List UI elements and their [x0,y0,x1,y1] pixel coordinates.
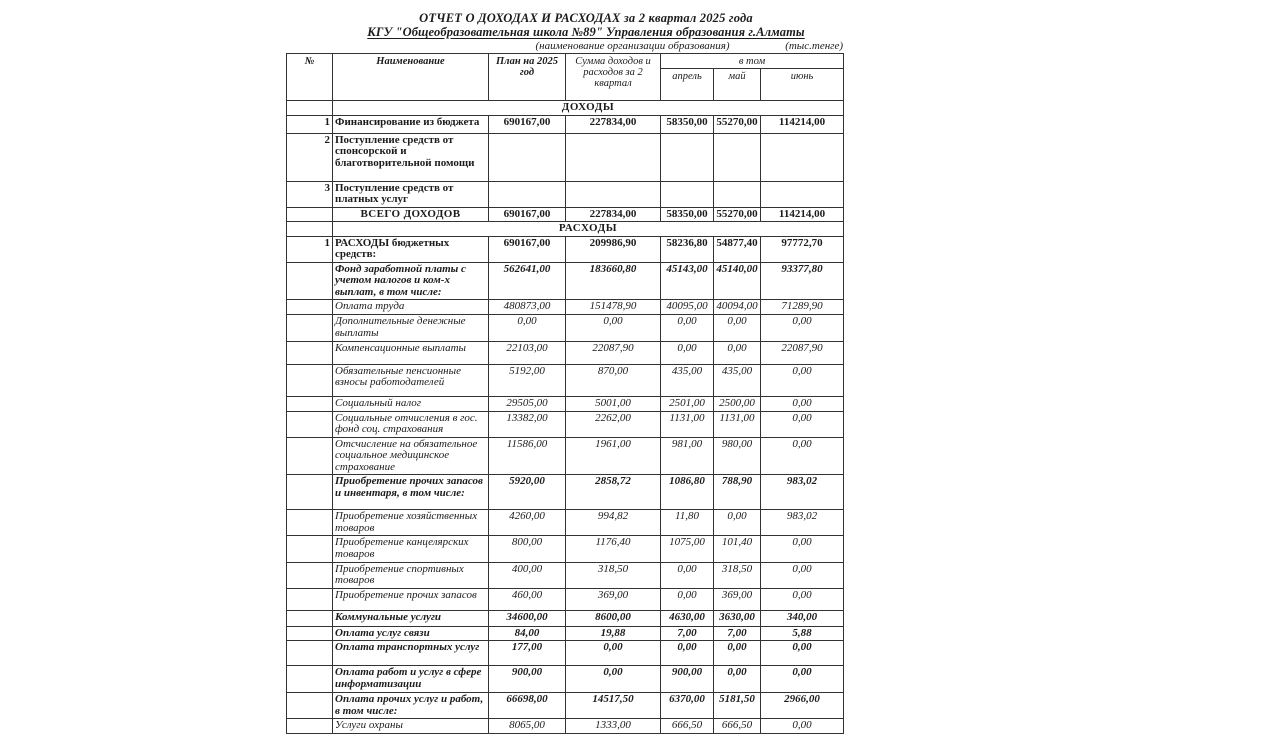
table-row [287,262,844,300]
row-name: Дополнительные денежные выплаты [333,315,489,341]
report-organization: КГУ "Общеобразовательная школа №89" Управления образования г.Алматы [367,25,805,39]
value-cell: 690167,00 [489,236,566,262]
row-name: Приобретение спортивных товаров [333,562,489,588]
value-cell: 8065,00 [489,719,566,734]
value-cell: 1176,40 [566,536,661,562]
row-name: Поступление средств от платных услуг [333,181,489,207]
value-cell: 0,00 [714,341,761,364]
value-cell: 435,00 [714,364,761,396]
value-cell: 0,00 [761,666,844,693]
value-cell: 400,00 [489,562,566,588]
row-name: Приобретение прочих запасов [333,588,489,610]
row-number-cell [287,666,333,693]
col-header-group: в том [661,54,844,69]
value-cell: 22103,00 [489,341,566,364]
table-row [287,207,844,222]
row-number-cell [287,475,333,510]
value-cell: 690167,00 [489,207,566,222]
row-number-cell [287,610,333,626]
value-cell: 0,00 [566,315,661,341]
value-cell: 183660,80 [566,262,661,300]
value-cell: 0,00 [761,719,844,734]
table-row [287,341,844,364]
report-title: ОТЧЕТ О ДОХОДАХ И РАСХОДАХ за 2 квартал 2025 года [419,11,753,25]
value-cell: 7,00 [661,626,714,641]
value-cell: 22087,90 [761,341,844,364]
table-row [287,588,844,610]
row-name: Приобретение канцелярских товаров [333,536,489,562]
row-name: Поступление средств от спонсорской и благотворительной помощи [333,133,489,181]
table-header-row [287,54,844,69]
row-number-cell [287,341,333,364]
value-cell: 66698,00 [489,693,566,719]
table-row [287,475,844,510]
section-row [287,101,844,116]
table-row [287,437,844,475]
row-name: Обязательные пенсионные взносы работодателей [333,364,489,396]
row-number-cell [287,222,333,237]
value-cell: 0,00 [714,666,761,693]
value-cell: 55270,00 [714,115,761,133]
table-row [287,396,844,411]
section-title: РАСХОДЫ [333,222,844,237]
value-cell: 97772,70 [761,236,844,262]
value-cell: 5181,50 [714,693,761,719]
value-cell: 13382,00 [489,411,566,437]
row-number-cell [287,262,333,300]
row-number-cell [287,588,333,610]
value-cell: 1075,00 [661,536,714,562]
value-cell: 0,00 [661,588,714,610]
value-cell: 22087,90 [566,341,661,364]
value-cell: 227834,00 [566,207,661,222]
value-cell: 0,00 [714,641,761,666]
row-name: Оплата труда [333,300,489,315]
value-cell: 11,80 [661,510,714,536]
section-row [287,222,844,237]
table-row [287,536,844,562]
value-cell: 1086,80 [661,475,714,510]
row-number-cell [287,719,333,734]
table-row [287,510,844,536]
value-cell: 209986,90 [566,236,661,262]
value-cell: 318,50 [566,562,661,588]
value-cell: 0,00 [761,315,844,341]
value-cell: 58350,00 [661,207,714,222]
value-cell [714,181,761,207]
value-cell: 369,00 [714,588,761,610]
value-cell: 34600,00 [489,610,566,626]
value-cell: 2500,00 [714,396,761,411]
value-cell [761,133,844,181]
value-cell: 177,00 [489,641,566,666]
value-cell: 151478,90 [566,300,661,315]
value-cell: 1333,00 [566,719,661,734]
value-cell: 900,00 [489,666,566,693]
row-number-cell [287,693,333,719]
value-cell: 690167,00 [489,115,566,133]
row-number-cell [287,207,333,222]
value-cell: 3630,00 [714,610,761,626]
row-name: Оплата прочих услуг и работ, в том числе: [333,693,489,719]
value-cell: 1131,00 [661,411,714,437]
value-cell: 40095,00 [661,300,714,315]
row-name: Оплата работ и услуг в сфере информатизации [333,666,489,693]
value-cell: 4260,00 [489,510,566,536]
value-cell: 71289,90 [761,300,844,315]
value-cell: 1131,00 [714,411,761,437]
organization-caption: (наименование организации образования) [535,40,730,52]
value-cell: 0,00 [661,562,714,588]
value-cell: 0,00 [761,411,844,437]
value-cell: 994,82 [566,510,661,536]
value-cell: 0,00 [761,641,844,666]
row-number-cell [287,364,333,396]
value-cell: 2966,00 [761,693,844,719]
row-name: Коммунальные услуги [333,610,489,626]
value-cell: 114214,00 [761,207,844,222]
value-cell: 84,00 [489,626,566,641]
value-cell: 0,00 [661,641,714,666]
value-cell: 0,00 [714,510,761,536]
value-cell: 340,00 [761,610,844,626]
table-row [287,610,844,626]
table-row [287,411,844,437]
table-row [287,300,844,315]
value-cell: 666,50 [661,719,714,734]
row-name: Отсчисление на обязательное социальное медицинское страхование [333,437,489,475]
col-header-sum: Сумма доходов и расходов за 2 квартал [566,54,661,101]
value-cell: 870,00 [566,364,661,396]
value-cell: 983,02 [761,510,844,536]
row-name: Компенсационные выплаты [333,341,489,364]
value-cell: 788,90 [714,475,761,510]
value-cell: 58236,80 [661,236,714,262]
table-row [287,562,844,588]
table-row [287,133,844,181]
value-cell: 0,00 [761,562,844,588]
income-expense-table [286,53,844,734]
table-row [287,719,844,734]
value-cell: 0,00 [714,315,761,341]
value-cell: 480873,00 [489,300,566,315]
value-cell: 0,00 [661,315,714,341]
row-name: Приобретение хозяйственных товаров [333,510,489,536]
value-cell: 19,88 [566,626,661,641]
row-number-cell [287,411,333,437]
row-number-cell [287,101,333,116]
value-cell: 0,00 [761,364,844,396]
value-cell: 2262,00 [566,411,661,437]
value-cell: 435,00 [661,364,714,396]
row-name: Социальные отчисления в гос. фонд соц. страхования [333,411,489,437]
value-cell: 5,88 [761,626,844,641]
value-cell: 0,00 [761,437,844,475]
row-number-cell: 2 [287,133,333,181]
row-number-cell [287,562,333,588]
col-header-name: Наименование [333,54,489,101]
row-name: Оплата транспортных услуг [333,641,489,666]
value-cell: 0,00 [761,396,844,411]
value-cell: 5001,00 [566,396,661,411]
col-header-plan: План на 2025 год [489,54,566,101]
table-row [287,666,844,693]
units-caption: (тыс.тенге) [785,40,843,52]
row-name: Приобретение прочих запасов и инвентаря, в том числе: [333,475,489,510]
row-number-cell [287,300,333,315]
value-cell [566,133,661,181]
value-cell: 318,50 [714,562,761,588]
value-cell: 6370,00 [661,693,714,719]
value-cell: 11586,00 [489,437,566,475]
value-cell: 900,00 [661,666,714,693]
row-name: ВСЕГО ДОХОДОВ [333,207,489,222]
value-cell: 0,00 [566,641,661,666]
value-cell: 93377,80 [761,262,844,300]
section-title: ДОХОДЫ [333,101,844,116]
col-header-may: май [714,69,761,101]
value-cell [714,133,761,181]
value-cell: 980,00 [714,437,761,475]
value-cell: 55270,00 [714,207,761,222]
value-cell: 0,00 [761,536,844,562]
row-name: Фонд заработной платы с учетом налогов и ком-х выплат, в том числе: [333,262,489,300]
value-cell [661,133,714,181]
value-cell: 14517,50 [566,693,661,719]
value-cell: 2858,72 [566,475,661,510]
row-name: Социальный налог [333,396,489,411]
value-cell: 0,00 [661,341,714,364]
row-number-cell [287,536,333,562]
table-row [287,236,844,262]
table-row [287,181,844,207]
row-number-cell [287,315,333,341]
value-cell: 981,00 [661,437,714,475]
value-cell: 369,00 [566,588,661,610]
value-cell: 227834,00 [566,115,661,133]
table-row [287,626,844,641]
value-cell: 1961,00 [566,437,661,475]
row-name: Услуги охраны [333,719,489,734]
value-cell: 8600,00 [566,610,661,626]
table-row [287,115,844,133]
table-row [287,641,844,666]
row-number-cell [287,510,333,536]
value-cell: 58350,00 [661,115,714,133]
value-cell: 2501,00 [661,396,714,411]
row-name: Оплата услуг связи [333,626,489,641]
value-cell [489,133,566,181]
row-number-cell [287,396,333,411]
value-cell [761,181,844,207]
col-header-april: апрель [661,69,714,101]
value-cell: 7,00 [714,626,761,641]
row-number-cell: 1 [287,115,333,133]
value-cell: 983,02 [761,475,844,510]
row-number-cell [287,641,333,666]
col-header-num: № [287,54,333,101]
value-cell: 54877,40 [714,236,761,262]
value-cell: 666,50 [714,719,761,734]
value-cell: 460,00 [489,588,566,610]
row-number-cell: 3 [287,181,333,207]
value-cell: 0,00 [761,588,844,610]
table-row [287,364,844,396]
value-cell: 101,40 [714,536,761,562]
value-cell [489,181,566,207]
table-row [287,315,844,341]
value-cell: 562641,00 [489,262,566,300]
report-table-body [287,101,844,734]
col-header-june: июнь [761,69,844,101]
row-number-cell [287,437,333,475]
value-cell: 5920,00 [489,475,566,510]
value-cell: 5192,00 [489,364,566,396]
value-cell: 800,00 [489,536,566,562]
row-number-cell [287,626,333,641]
row-number-cell: 1 [287,236,333,262]
value-cell: 45140,00 [714,262,761,300]
table-row [287,693,844,719]
value-cell: 45143,00 [661,262,714,300]
value-cell [661,181,714,207]
value-cell: 114214,00 [761,115,844,133]
value-cell: 40094,00 [714,300,761,315]
row-name: Финансирование из бюджета [333,115,489,133]
value-cell [566,181,661,207]
value-cell: 0,00 [489,315,566,341]
value-cell: 4630,00 [661,610,714,626]
row-name: РАСХОДЫ бюджетных средств: [333,236,489,262]
value-cell: 0,00 [566,666,661,693]
value-cell: 29505,00 [489,396,566,411]
